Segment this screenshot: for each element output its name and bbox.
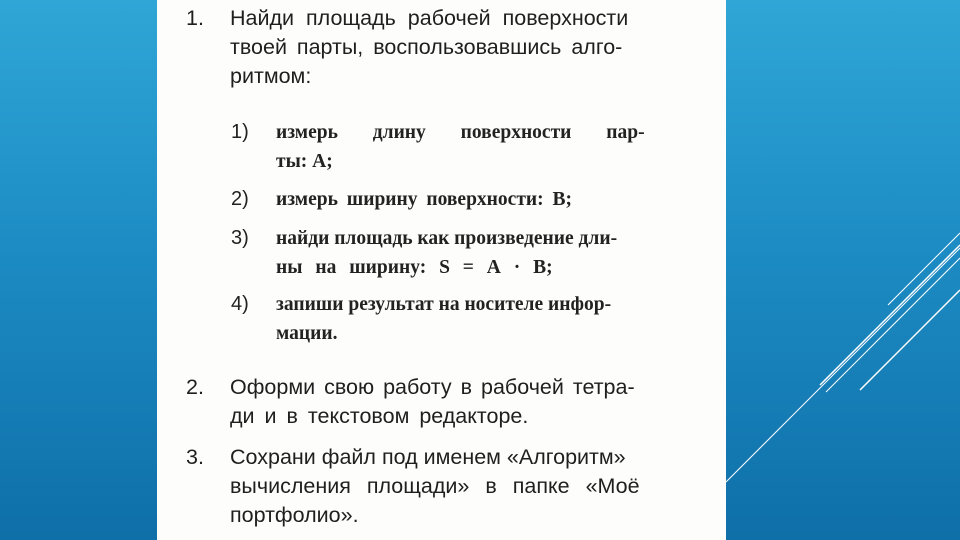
step-text — [276, 118, 706, 176]
task-number: 3. — [186, 445, 204, 469]
task-line: ди и в текстовом редакторе. — [230, 404, 529, 428]
step-number: 3) — [231, 227, 249, 249]
step-line: ты: А; — [276, 151, 333, 172]
task-line: портфолио». — [230, 503, 359, 527]
task-line: Оформи свою работу в рабочей тетра- — [230, 375, 635, 399]
task-text — [230, 373, 706, 431]
task-line: Сохрани файл под именем «Алгоритм» — [230, 445, 626, 469]
task-number: 2. — [186, 375, 204, 399]
task-number: 1. — [186, 6, 204, 30]
task-line: твоей парты, воспользовавшись алго- — [230, 35, 623, 59]
step-line: измерь ширину поверхности: В; — [276, 189, 573, 210]
step-line: измерь длину поверхности пар- — [276, 122, 645, 143]
step-text — [276, 224, 706, 282]
step-line: найди площадь как произведение дли- — [276, 228, 618, 249]
task-text — [230, 4, 706, 91]
step-text — [276, 290, 706, 348]
task-line: Найди площадь рабочей поверхности — [230, 6, 629, 30]
step-number: 1) — [231, 121, 249, 143]
step-line: ны на ширину: S = А · В; — [276, 257, 553, 278]
textbook-page — [157, 0, 726, 540]
step-number: 2) — [231, 188, 249, 210]
task-line: ритмом: — [230, 64, 312, 88]
task-text — [230, 443, 706, 530]
step-line: запиши результат на носителе инфор- — [276, 294, 612, 315]
task-line: вычисления площади» в папке «Моё — [230, 474, 640, 498]
step-line: мации. — [276, 323, 338, 344]
step-text — [276, 185, 706, 214]
step-number: 4) — [231, 293, 249, 315]
